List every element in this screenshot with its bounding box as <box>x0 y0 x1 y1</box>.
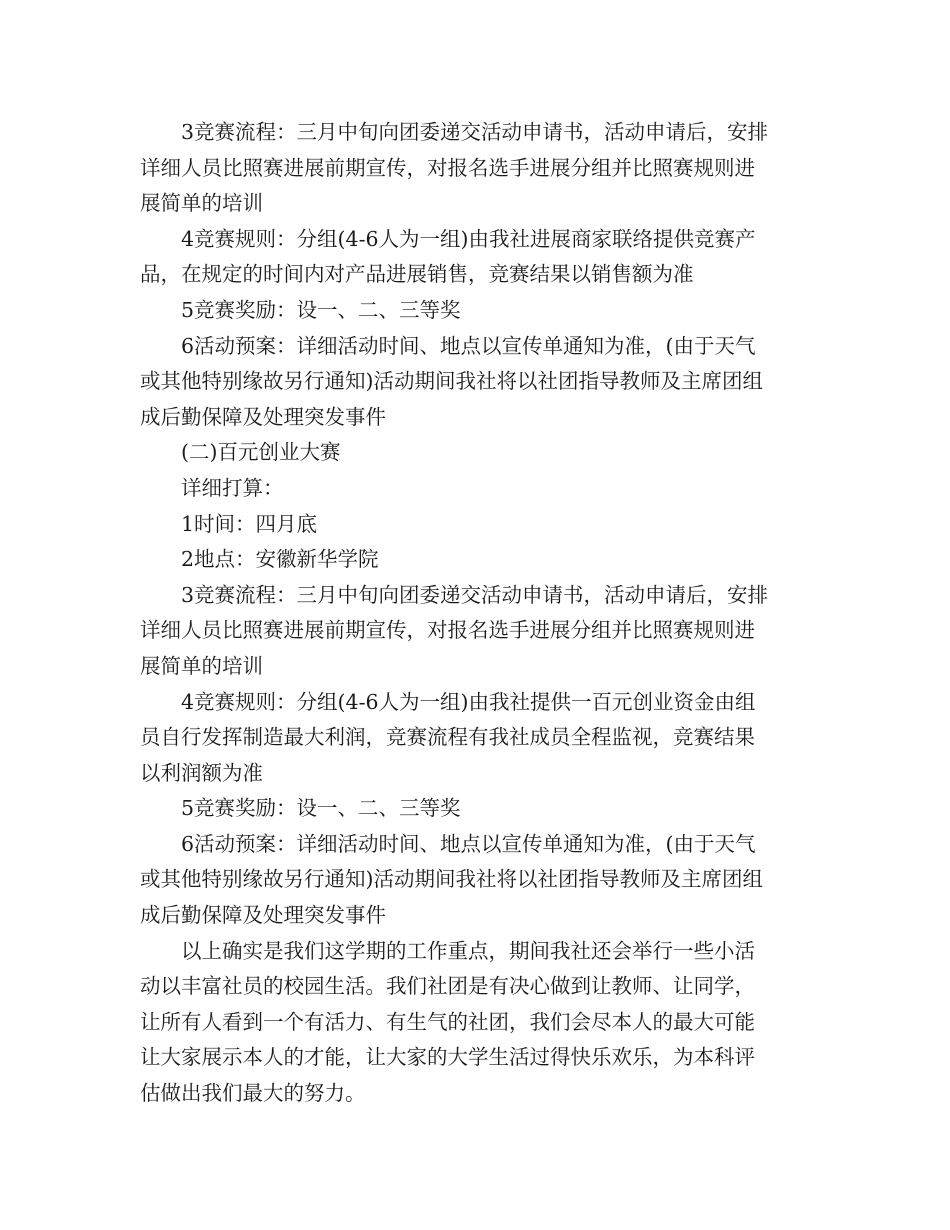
document-body <box>140 115 812 1112</box>
paragraph-detailed-plan: 详细打算： <box>181 475 284 500</box>
paragraph-time: 1时间：四月底 <box>181 511 318 536</box>
paragraph-contest-rules: 4竞赛规则：分组(4-6人为一组)由我社进展商家联络提供竞赛产 品，在规定的时间内对产品进展销售，竞赛结果以销售额为准 <box>140 226 756 287</box>
paragraph-conclusion: 以上确实是我们这学期的工作重点，期间我社还会举行一些小活 动以丰富社员的校园生活。我们社团是有决心做到让教师、让同学， 让所有人看到一个有活力、有生气的社团，我们会尽本人的最大可能 让大家展示本人的才能，让大家的大学生活过得快乐欢乐，为本科评 估做出我们最大的努力。 <box>140 938 755 1106</box>
paragraph-contest-rules-2: 4竞赛规则：分组(4-6人为一组)由我社提供一百元创业资金由组 员自行发挥制造最大利润，竞赛流程有我社成员全程监视，竞赛结果 以利润额为准 <box>140 689 756 785</box>
paragraph-contingency-plan-2: 6活动预案：详细活动时间、地点以宣传单通知为准，(由于天气 或其他特别缘故另行通知)活动期间我社将以社团指导教师及主席团组 成后勤保障及处理突发事件 <box>140 831 763 928</box>
paragraph-contest-awards-2: 5竞赛奖励：设一、二、三等奖 <box>181 796 461 821</box>
paragraph-contingency-plan: 6活动预案：详细活动时间、地点以宣传单通知为准，(由于天气 或其他特别缘故另行通知)活动期间我社将以社团指导教师及主席团组 成后勤保障及处理突发事件 <box>140 333 763 429</box>
paragraph-location: 2地点：安徽新华学院 <box>181 547 379 572</box>
paragraph-contest-process-2: 3竞赛流程：三月中旬向团委递交活动申请书，活动申请后，安排 详细人员比照赛进展前期宣传，对报名选手进展分组并比照赛规则进 展简单的培训 <box>140 582 769 678</box>
paragraph-contest-awards: 5竞赛奖励：设一、二、三等奖 <box>181 297 461 322</box>
section-heading-startup-contest: (二)百元创业大赛 <box>181 440 341 465</box>
paragraph-contest-process: 3竞赛流程：三月中旬向团委递交活动申请书，活动申请后，安排 详细人员比照赛进展前期宣传，对报名选手进展分组并比照赛规则进 展简单的培训 <box>140 120 769 216</box>
